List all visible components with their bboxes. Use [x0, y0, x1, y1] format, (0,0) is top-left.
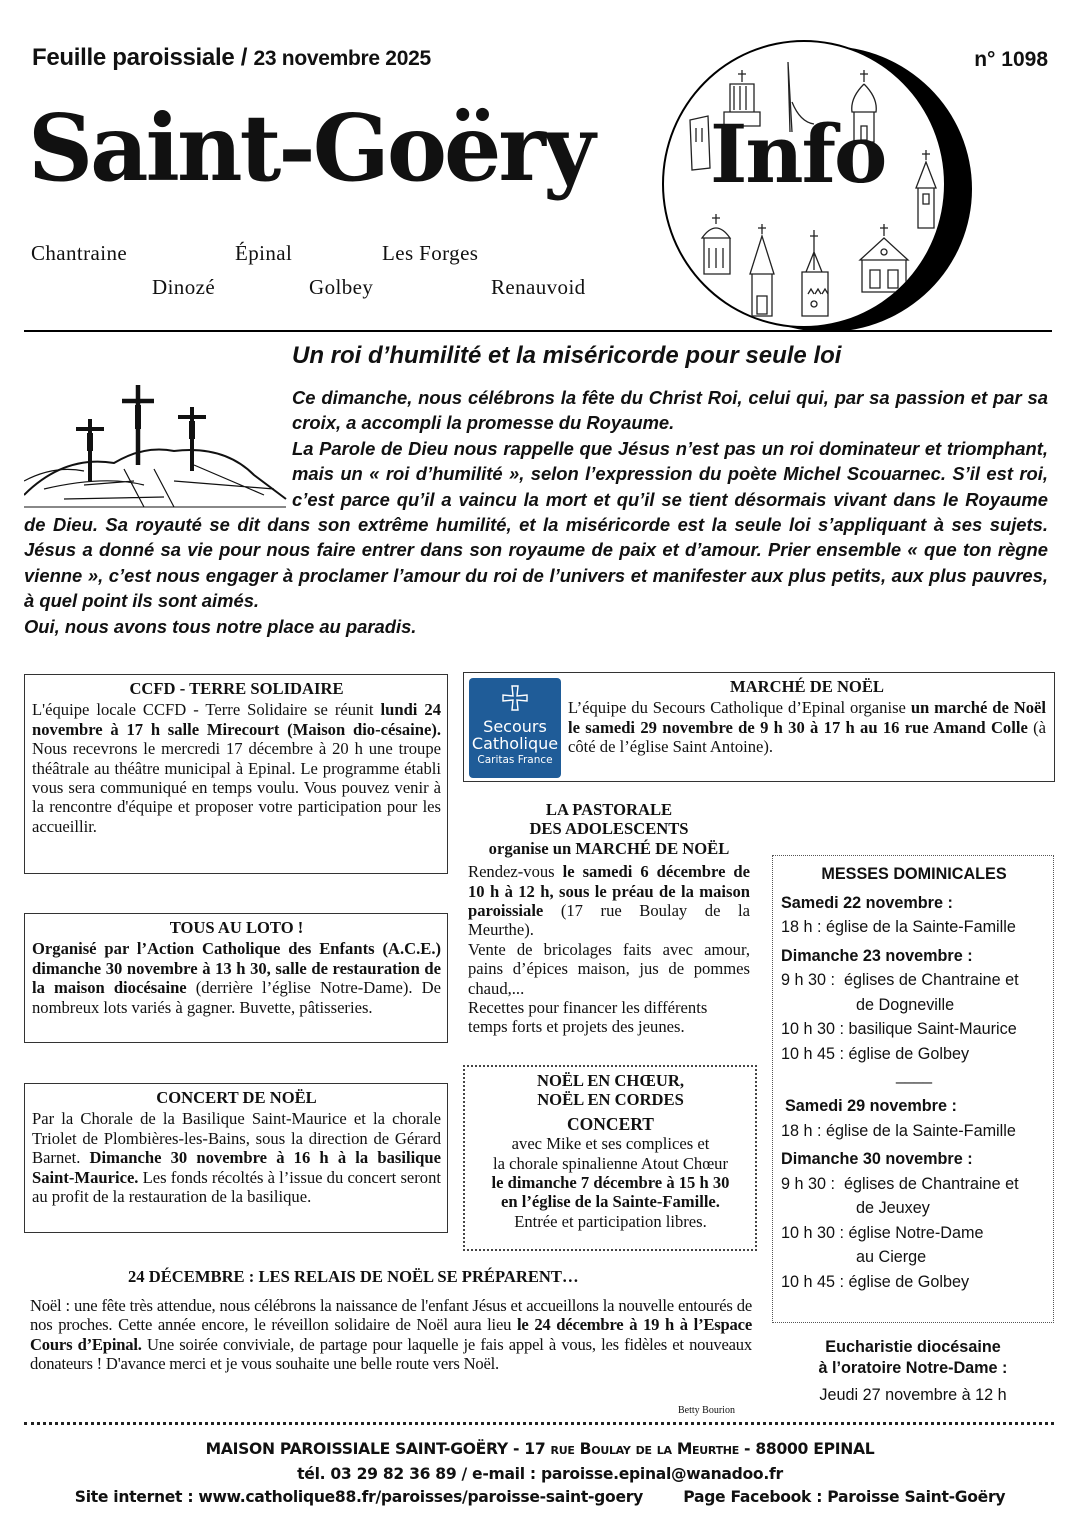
marche-highlight: un marché de Noël le samedi 29 novembre de 9 h 30 à 17 h au 16 rue Amand Colle [568, 698, 1046, 737]
footer-links [0, 1488, 1080, 1506]
concert-text [32, 1109, 441, 1206]
mass-time: 10 h 30 : basilique Saint-Maurice [781, 1020, 1017, 1038]
marche-noel-box [463, 672, 1055, 782]
concert-text-2: Les fonds récoltés à l’issue du concert seront au profit de la restauration de la basilique. [32, 1167, 441, 1207]
relais-highlight: le 24 décembre à 19 h à l’Espace Cours d’Epinal. [30, 1315, 752, 1354]
ccfd-box [24, 674, 448, 874]
logo-circle [662, 40, 946, 328]
mass-time: 9 h 30 : églises de Chantraine et [781, 971, 1019, 989]
marche-text-1: L’équipe du Secours Catholique d’Epinal organise [568, 698, 911, 718]
footer-divider [24, 1422, 1054, 1425]
eucharistie-when: Jeudi 27 novembre à 12 h [819, 1386, 1007, 1404]
issue-date: 23 novembre 2025 [253, 47, 431, 70]
info-logo [662, 40, 972, 332]
footer-address: MAISON PAROISSIALE SAINT-GOËRY - 17 rue Boulay de la Meurthe - 88000 EPINAL [205, 1440, 875, 1458]
choeur-line-2: la chorale spinalienne Atout Chœur [492, 1153, 729, 1173]
ccfd-highlight: lundi 24 novembre à 17 h salle Mirecourt (Maison dio-césaine). [32, 700, 441, 739]
relais-text-2: Une soirée conviviale, de partage pour laquelle je fais appel à vous, les fidèles et nouveaux donateurs ! D'avance merci et je vous souhaite une belle route vers Noël. [30, 1334, 752, 1374]
relais-text [30, 1296, 752, 1374]
choeur-line-3: Entrée et participation libres. [514, 1211, 707, 1231]
mass-time: 18 h : église de la Sainte-Famille [781, 1121, 1016, 1140]
editorial-title: Un roi d’humilité et la miséricorde pour seule loi [292, 342, 842, 369]
mass-time: 10 h 30 : église Notre-Dame [781, 1223, 984, 1242]
editorial-body [24, 385, 1048, 639]
publication-kicker [32, 44, 431, 72]
choeur-title-2: NOËL EN CORDES [537, 1090, 684, 1110]
noel-en-choeur-box [463, 1065, 757, 1251]
website-link[interactable]: Site internet : www.catholique88.fr/paroisses/paroisse-saint-goery [74, 1488, 643, 1506]
loto-text-1: (derrière l’église Notre-Dame). De nombreux lots variés à gagner. Buvette, pâtisseries. [32, 978, 441, 1017]
relais-signature: Betty Bourion [678, 1405, 735, 1416]
pastorale-text [468, 862, 750, 940]
logo-line-1: Secours [483, 717, 547, 737]
mass-time: 10 h 45 : église de Golbey [781, 1272, 970, 1291]
editorial-paragraph: Oui, nous avons tous notre place au paradis. [24, 615, 417, 637]
mass-time-cont: au Cierge [856, 1248, 927, 1266]
kicker-label: Feuille paroissiale / [32, 44, 248, 71]
pastorale-title-3: organise un MARCHÉ DE NOËL [488, 838, 730, 858]
pastorale-text-1: Rendez-vous [468, 862, 563, 882]
marche-title: MARCHÉ DE NOËL [730, 677, 884, 696]
messes-title: MESSES DOMINICALES [821, 865, 1007, 883]
masthead-title: Saint-Goëry [28, 94, 593, 202]
pastorale-title-1: LA PASTORALE [545, 800, 673, 819]
choeur-location: en l’église de la Sainte-Famille. [501, 1192, 720, 1212]
logo-line-2: Catholique [471, 734, 559, 754]
mass-time: 9 h 30 : églises de Chantraine et [781, 1174, 1019, 1193]
choeur-subtitle: CONCERT [567, 1113, 654, 1134]
ccfd-text-2: Nous recevrons le mercredi 17 décembre à 20 h une troupe théâtrale au théâtre municipal à Epinal. Le programme établi vous sera communiqué en temps voulu. Vous pouvez venir à la rencontre d'équipe et proposer votre participation pour les accueillir. [32, 739, 441, 836]
town-renauvoid: Renauvoid [491, 275, 586, 299]
logo-info-word: Info [710, 107, 886, 201]
pastorale-section [468, 800, 750, 1037]
eucharistie-title-1: Eucharistie diocésaine [825, 1338, 1001, 1356]
issue-number: n° 1098 [974, 48, 1048, 71]
ccfd-text [32, 700, 441, 836]
pastorale-paragraph-3: Recettes pour financer les différents temps forts et projets des jeunes. [468, 998, 708, 1037]
eucharistie-title-2: à l’oratoire Notre-Dame : [818, 1359, 1008, 1377]
messes-dominicales-box [772, 855, 1054, 1323]
marche-text [568, 698, 1046, 756]
mass-day: Samedi 22 novembre : [781, 893, 953, 912]
editorial-paragraph: La Parole de Dieu nous rappelle que Jésus n’est pas un roi dominateur et triomphant, mais un « roi d’humilité », selon l’expression du poète Michel Scouarnec. S’il est roi, c’est parce qu’il a vaincu la mort et qu’il se tient désormais vivant dans le Royaume de Dieu. Sa royauté se dit dans son extrême humilité, et la miséricorde est la seule loi s’appliquant à ses sujets. Jésus a donné sa vie pour nous faire entrer dans son royaume de paix et d’amour. Prier ensemble « que ton règne vienne », c’est nous engager à proclamer l’amour du roi de l’univers et manifester aux plus petits, aux plus pauvres, à quel point ils sont aimés. [24, 437, 1048, 612]
concert-title: CONCERT DE NOËL [156, 1088, 317, 1107]
town-chantraine: Chantraine [31, 241, 128, 265]
ccfd-text-1: L'équipe locale CCFD - Terre Solidaire se réunit [32, 700, 381, 720]
header-rule [24, 330, 1052, 332]
mass-day: Samedi 29 novembre : [785, 1097, 957, 1115]
secours-catholique-logo [469, 678, 561, 778]
choeur-line-1: avec Mike et ses complices et [511, 1134, 710, 1154]
mass-time-cont: de Dogneville [856, 995, 955, 1014]
pastorale-text-2: (17 rue Boulay de la Meurthe). [468, 901, 750, 940]
loto-highlight: Organisé par l’Action Catholique des Enfants (A.C.E.) dimanche 30 novembre à 13 h 30, salle de restauration de la maison diocésaine [32, 939, 441, 998]
logo-line-3: Caritas France [477, 754, 553, 767]
choeur-date: le dimanche 7 décembre à 15 h 30 [491, 1173, 730, 1193]
town-dinoze: Dinozé [152, 275, 216, 299]
town-epinal: Épinal [235, 241, 293, 265]
mass-time-cont: de Jeuxey [856, 1199, 930, 1217]
relais-text-1: Noël : une fête très attendue, nous célébrons la naissance de l'enfant Jésus et accueillons la nouvelle entourés de nos proches. Cette année encore, le réveillon solidaire de Noël aura lieu [30, 1296, 752, 1335]
town-les-forges: Les Forges [382, 241, 479, 265]
concert-text-1: Par la Chorale de la Basilique Saint-Maurice et la chorale Triolet de Plombières-les-Bains, sous la direction de Gérard Barnet. [32, 1109, 441, 1168]
footer-contact: tél. 03 29 82 36 89 / e-mail : paroisse.epinal@wanadoo.fr [297, 1465, 783, 1483]
ccfd-title: CCFD - TERRE SOLIDAIRE [129, 679, 344, 698]
mass-time: 18 h : église de la Sainte-Famille [781, 918, 1016, 936]
choeur-title-1: NOËL EN CHŒUR, [536, 1071, 685, 1090]
editorial-paragraph: Ce dimanche, nous célébrons la fête du Christ Roi, celui qui, par sa passion et par sa croix, a accompli la promesse du Royaume. [292, 387, 1048, 434]
marche-text-2: (à côté de l’église Saint Antoine). [568, 717, 1046, 757]
town-golbey: Golbey [309, 275, 374, 299]
concert-box [24, 1083, 448, 1233]
mass-time: 10 h 45 : église de Golbey [781, 1044, 970, 1063]
facebook-link[interactable]: Page Facebook : Paroisse Saint-Goëry [683, 1488, 1006, 1506]
loto-box [24, 913, 448, 1043]
loto-text [32, 939, 441, 1017]
pastorale-highlight: le samedi 6 décembre de 10 h à 12 h, sous le préau de la maison paroissiale [468, 862, 751, 921]
cross-pattee-icon [500, 684, 530, 714]
eucharistie-section [772, 1337, 1054, 1406]
pastorale-paragraph-2: Vente de bricolages faits avec amour, pains d’épices maison, jus de pommes chaud,... [468, 939, 750, 998]
mass-day: Dimanche 23 novembre : [781, 946, 973, 965]
pastorale-title-2: DES ADOLESCENTS [529, 819, 689, 839]
calvary-three-crosses-icon [24, 385, 290, 511]
messes-separator: ____ [895, 1066, 932, 1084]
mass-day: Dimanche 30 novembre : [781, 1150, 973, 1168]
relais-title: 24 DÉCEMBRE : LES RELAIS DE NOËL SE PRÉPARENT… [128, 1267, 579, 1286]
loto-title: TOUS AU LOTO ! [169, 918, 304, 937]
concert-highlight: Dimanche 30 novembre à 16 h à la basilique Saint-Maurice. [32, 1148, 441, 1187]
